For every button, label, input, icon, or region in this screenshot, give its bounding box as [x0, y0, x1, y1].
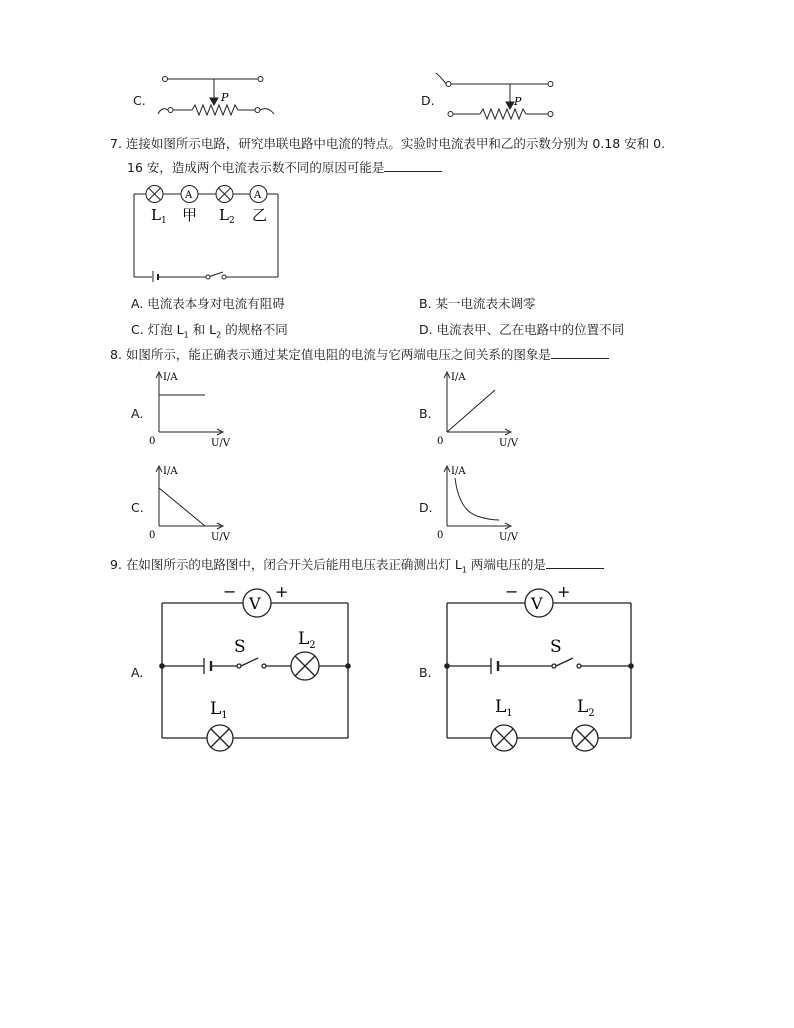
- q9-text: 9. 在如图所示的电路图中，闭合开关后能用电压表正确测出灯 $L_1$ 两端电压的是: [110, 554, 604, 582]
- y-axis-label: I/A: [163, 372, 178, 383]
- ammeter-a-symbol-2: A: [254, 190, 262, 201]
- q7-option-a: A. 电流表本身对电流有阻碍: [131, 296, 285, 311]
- origin-label: 0: [437, 436, 444, 447]
- slider-p-label-c: P: [221, 91, 229, 104]
- answer-blank: [384, 159, 442, 172]
- q9-option-a-label: A.: [131, 665, 144, 680]
- lamp-l1-label: $L_1$: [495, 697, 513, 719]
- graph-b-proportional: [433, 368, 523, 450]
- rheostat-diagram-c: [150, 70, 290, 122]
- graph-a-constant: [145, 368, 235, 450]
- voltmeter-plus-terminal: +: [275, 582, 289, 601]
- slider-p-label-d: P: [514, 95, 522, 108]
- q7-text-line2-body: 16 安，造成两个电流表示数不同的原因可能是: [127, 160, 385, 175]
- origin-label: 0: [437, 530, 444, 541]
- lamp-l1-label: $L_1$: [210, 699, 228, 721]
- answer-blank: [551, 346, 609, 359]
- voltmeter-v-symbol: V: [249, 594, 261, 613]
- x-axis-label: U/V: [211, 438, 231, 449]
- q7-option-b: B. 某一电流表未调零: [419, 296, 536, 311]
- y-axis-label: I/A: [451, 466, 466, 477]
- answer-blank: [546, 556, 604, 569]
- q8-text: 8. 如图所示，能正确表示通过某定值电阻的电流与它两端电压之间关系的图象是: [110, 344, 609, 366]
- q8-option-d-label: D.: [419, 500, 433, 515]
- q8-option-a-label: A.: [131, 406, 144, 421]
- q7-text-line2: [127, 157, 442, 179]
- ammeter-a-symbol-1: A: [185, 190, 193, 201]
- switch-s-label: S: [234, 637, 246, 657]
- origin-label: 0: [149, 530, 156, 541]
- y-axis-label: I/A: [163, 466, 178, 477]
- origin-label: 0: [149, 436, 156, 447]
- series-circuit-diagram: [128, 180, 288, 282]
- q7-option-d: D. 电流表甲、乙在电路中的位置不同: [419, 322, 625, 337]
- graph-c-decreasing: [145, 462, 235, 544]
- q8-option-b-label: B.: [419, 406, 432, 421]
- lamp-l2-label: $L_2$: [298, 629, 316, 651]
- q7-option-c: C. 灯泡 $L_1$ 和 $L_2$ 的规格不同: [131, 322, 288, 340]
- voltmeter-plus-terminal: +: [557, 582, 571, 601]
- circuit-diagram-b: [435, 578, 650, 756]
- lamp-l2-label: $L_2$: [219, 206, 235, 226]
- q9-option-b-label: B.: [419, 665, 432, 680]
- x-axis-label: U/V: [499, 532, 519, 543]
- q7-text-line1: 7. 连接如图所示电路，研究串联电路中电流的特点。实验时电流表甲和乙的示数分别为 0.18 安和 0.: [110, 136, 666, 151]
- option-c-label: C.: [133, 93, 146, 108]
- ammeter-jia-label: 甲: [182, 206, 198, 224]
- switch-s-label: S: [550, 637, 562, 657]
- voltmeter-minus-terminal: −: [505, 582, 519, 601]
- q8-option-c-label: C.: [131, 500, 144, 515]
- graph-d-inverse: [433, 462, 523, 544]
- option-d-label: D.: [421, 93, 435, 108]
- x-axis-label: U/V: [211, 532, 231, 543]
- ammeter-yi-label: 乙: [252, 206, 268, 224]
- rheostat-diagram-d: [430, 70, 580, 122]
- lamp-l1-label: $L_1$: [151, 206, 167, 226]
- x-axis-label: U/V: [499, 438, 519, 449]
- lamp-l2-label: $L_2$: [577, 697, 595, 719]
- y-axis-label: I/A: [451, 372, 466, 383]
- circuit-diagram-a: [148, 578, 370, 756]
- voltmeter-minus-terminal: −: [223, 582, 237, 601]
- voltmeter-v-symbol: V: [531, 594, 543, 613]
